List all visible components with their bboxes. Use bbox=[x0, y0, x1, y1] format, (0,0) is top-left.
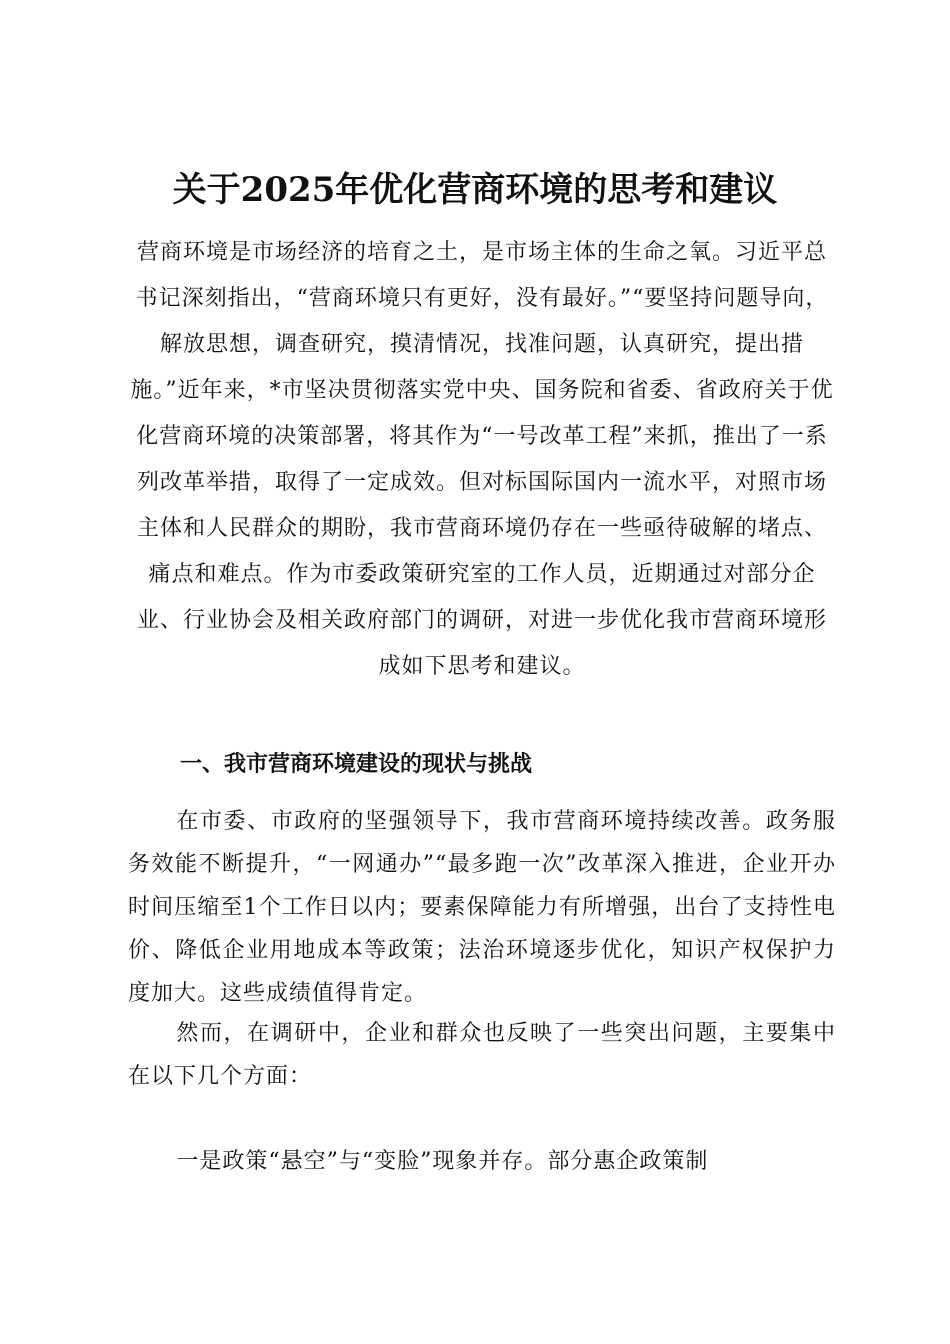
body-paragraph-1: 在市委、市政府的坚强领导下，我市营商环境持续改善。政务服务效能不断提升，“一网通办”“最多跑一次”改革深入推进，企业开办时间压缩至1个工作日以内；要素保障能力有所增强，出台了支持性电价、降低企业用地成本等政策；法治环境逐步优化，知识产权保护力度加大。这些成绩值得肯定。 bbox=[128, 809, 836, 1006]
body-paragraph-3: 一是政策“悬空”与“变脸”现象并存。部分惠企政策制 bbox=[176, 1149, 709, 1174]
body-paragraph-2: 然而，在调研中，企业和群众也反映了一些突出问题，主要集中在以下几个方面： bbox=[128, 1021, 836, 1089]
document-title: 关于2025年优化营商环境的思考和建议 bbox=[172, 170, 778, 210]
section-heading: 一、我市营商环境建设的现状与挑战 bbox=[180, 752, 533, 777]
intro-paragraph: 营商环境是市场经济的培育之土，是市场主体的生命之氧。习近平总书记深刻指出，“营商环境只有更好，没有最好。”“要坚持问题导向，解放思想，调查研究，摸清情况，找准问题，认真研究，提出措施。”近年来，*市坚决贯彻落实党中央、国务院和省委、省政府关于优化营商环境的决策部署，将其作为“一号改革工程”来抓，推出了一系列改革举措，取得了一定成效。但对标国际国内一流水平，对照市场主体和人民群众的期盼，我市营商环境仍存在一些亟待破解的堵点、痛点和难点。作为市委政策研究室的工作人员，近期通过对部分企业、行业协会及相关政府部门的调研，对进一步优化我市营商环境形成如下思考和建议。 bbox=[130, 240, 834, 679]
